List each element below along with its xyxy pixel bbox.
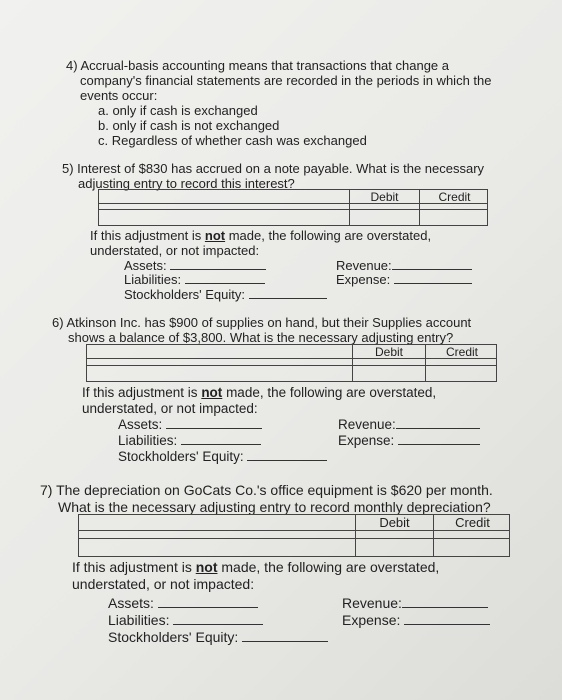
q5-journal-table bbox=[98, 189, 488, 226]
question-4 bbox=[66, 58, 536, 148]
q5-equity-blank[interactable] bbox=[249, 288, 327, 299]
q4-option-c: c. Regardless of whether cash was exchanged bbox=[98, 133, 367, 148]
q7-assets: Assets: bbox=[108, 595, 258, 612]
q6-assets-blank[interactable] bbox=[166, 418, 262, 429]
q7-assets-blank[interactable] bbox=[158, 597, 258, 608]
q6-liabilities-blank[interactable] bbox=[181, 434, 261, 445]
q6-revenue: Revenue: bbox=[338, 417, 480, 432]
q5-credit-header: Credit bbox=[419, 190, 489, 204]
q6-entry-row-2[interactable] bbox=[87, 365, 496, 383]
q5-impact-instructions: If this adjustment is not made, the following are overstated, understated, or not impacted: bbox=[90, 228, 432, 258]
question-5 bbox=[62, 161, 542, 191]
q6-equity: Stockholders' Equity: bbox=[118, 449, 327, 464]
q5-revenue-blank[interactable] bbox=[392, 259, 472, 270]
q6-expense-blank[interactable] bbox=[398, 434, 480, 445]
q5-entry-row-2[interactable] bbox=[99, 209, 487, 227]
q7-debit-header: Debit bbox=[355, 515, 433, 531]
q5-revenue: Revenue: bbox=[336, 258, 472, 273]
q7-revenue-blank[interactable] bbox=[402, 597, 488, 608]
q7-impact-instructions: If this adjustment is not made, the following are overstated, understated, or not impacted: bbox=[72, 559, 440, 592]
q5-liabilities-blank[interactable] bbox=[185, 273, 265, 284]
q5-expense: Expense: bbox=[336, 272, 472, 287]
q5-expense-blank[interactable] bbox=[394, 273, 472, 284]
q5-assets-blank[interactable] bbox=[170, 259, 266, 270]
q7-liabilities: Liabilities: bbox=[108, 612, 263, 629]
q6-revenue-blank[interactable] bbox=[396, 418, 480, 429]
q6-credit-header: Credit bbox=[425, 345, 498, 359]
q7-journal-table bbox=[78, 514, 510, 557]
q4-line1: 4) Accrual-basis accounting means that transactions that change a bbox=[66, 58, 449, 73]
q5-assets: Assets: bbox=[124, 258, 266, 273]
q5-line1: 5) Interest of $830 has accrued on a note payable. What is the necessary bbox=[62, 161, 485, 176]
q6-debit-header: Debit bbox=[352, 345, 425, 359]
q7-expense: Expense: bbox=[342, 612, 490, 629]
q7-line1: 7) The depreciation on GoCats Co.'s office equipment is $620 per month. bbox=[40, 482, 493, 498]
q7-credit-header: Credit bbox=[433, 515, 511, 531]
q7-line2: What is the necessary adjusting entry to record monthly depreciation? bbox=[58, 499, 491, 515]
q4-line2: company's financial statements are recorded in the periods in which the bbox=[80, 73, 492, 88]
question-7 bbox=[40, 482, 550, 516]
question-6 bbox=[52, 315, 542, 345]
q6-impact-instructions: If this adjustment is not made, the following are overstated, understated, or not impacted: bbox=[82, 385, 437, 416]
q6-line1: 6) Atkinson Inc. has $900 of supplies on hand, but their Supplies account bbox=[52, 315, 472, 330]
q6-assets: Assets: bbox=[118, 417, 262, 432]
q4-option-b: b. only if cash is not exchanged bbox=[98, 118, 280, 133]
q7-equity-blank[interactable] bbox=[242, 631, 328, 642]
q7-entry-row-2[interactable] bbox=[79, 538, 509, 558]
q6-line2: shows a balance of $3,800. What is the necessary adjusting entry? bbox=[68, 330, 454, 345]
q5-debit-header: Debit bbox=[349, 190, 419, 204]
q5-liabilities: Liabilities: bbox=[124, 272, 265, 287]
q7-revenue: Revenue: bbox=[342, 595, 488, 612]
q7-expense-blank[interactable] bbox=[404, 614, 490, 625]
q4-option-a: a. only if cash is exchanged bbox=[98, 103, 258, 118]
q7-equity: Stockholders' Equity: bbox=[108, 629, 328, 646]
q6-expense: Expense: bbox=[338, 433, 480, 448]
q4-line3: events occur: bbox=[80, 88, 158, 103]
q6-liabilities: Liabilities: bbox=[118, 433, 261, 448]
q5-equity: Stockholders' Equity: bbox=[124, 287, 327, 302]
q6-equity-blank[interactable] bbox=[247, 450, 327, 461]
q7-liabilities-blank[interactable] bbox=[173, 614, 263, 625]
q5-line2: adjusting entry to record this interest? bbox=[78, 176, 295, 191]
q6-journal-table bbox=[86, 344, 497, 382]
